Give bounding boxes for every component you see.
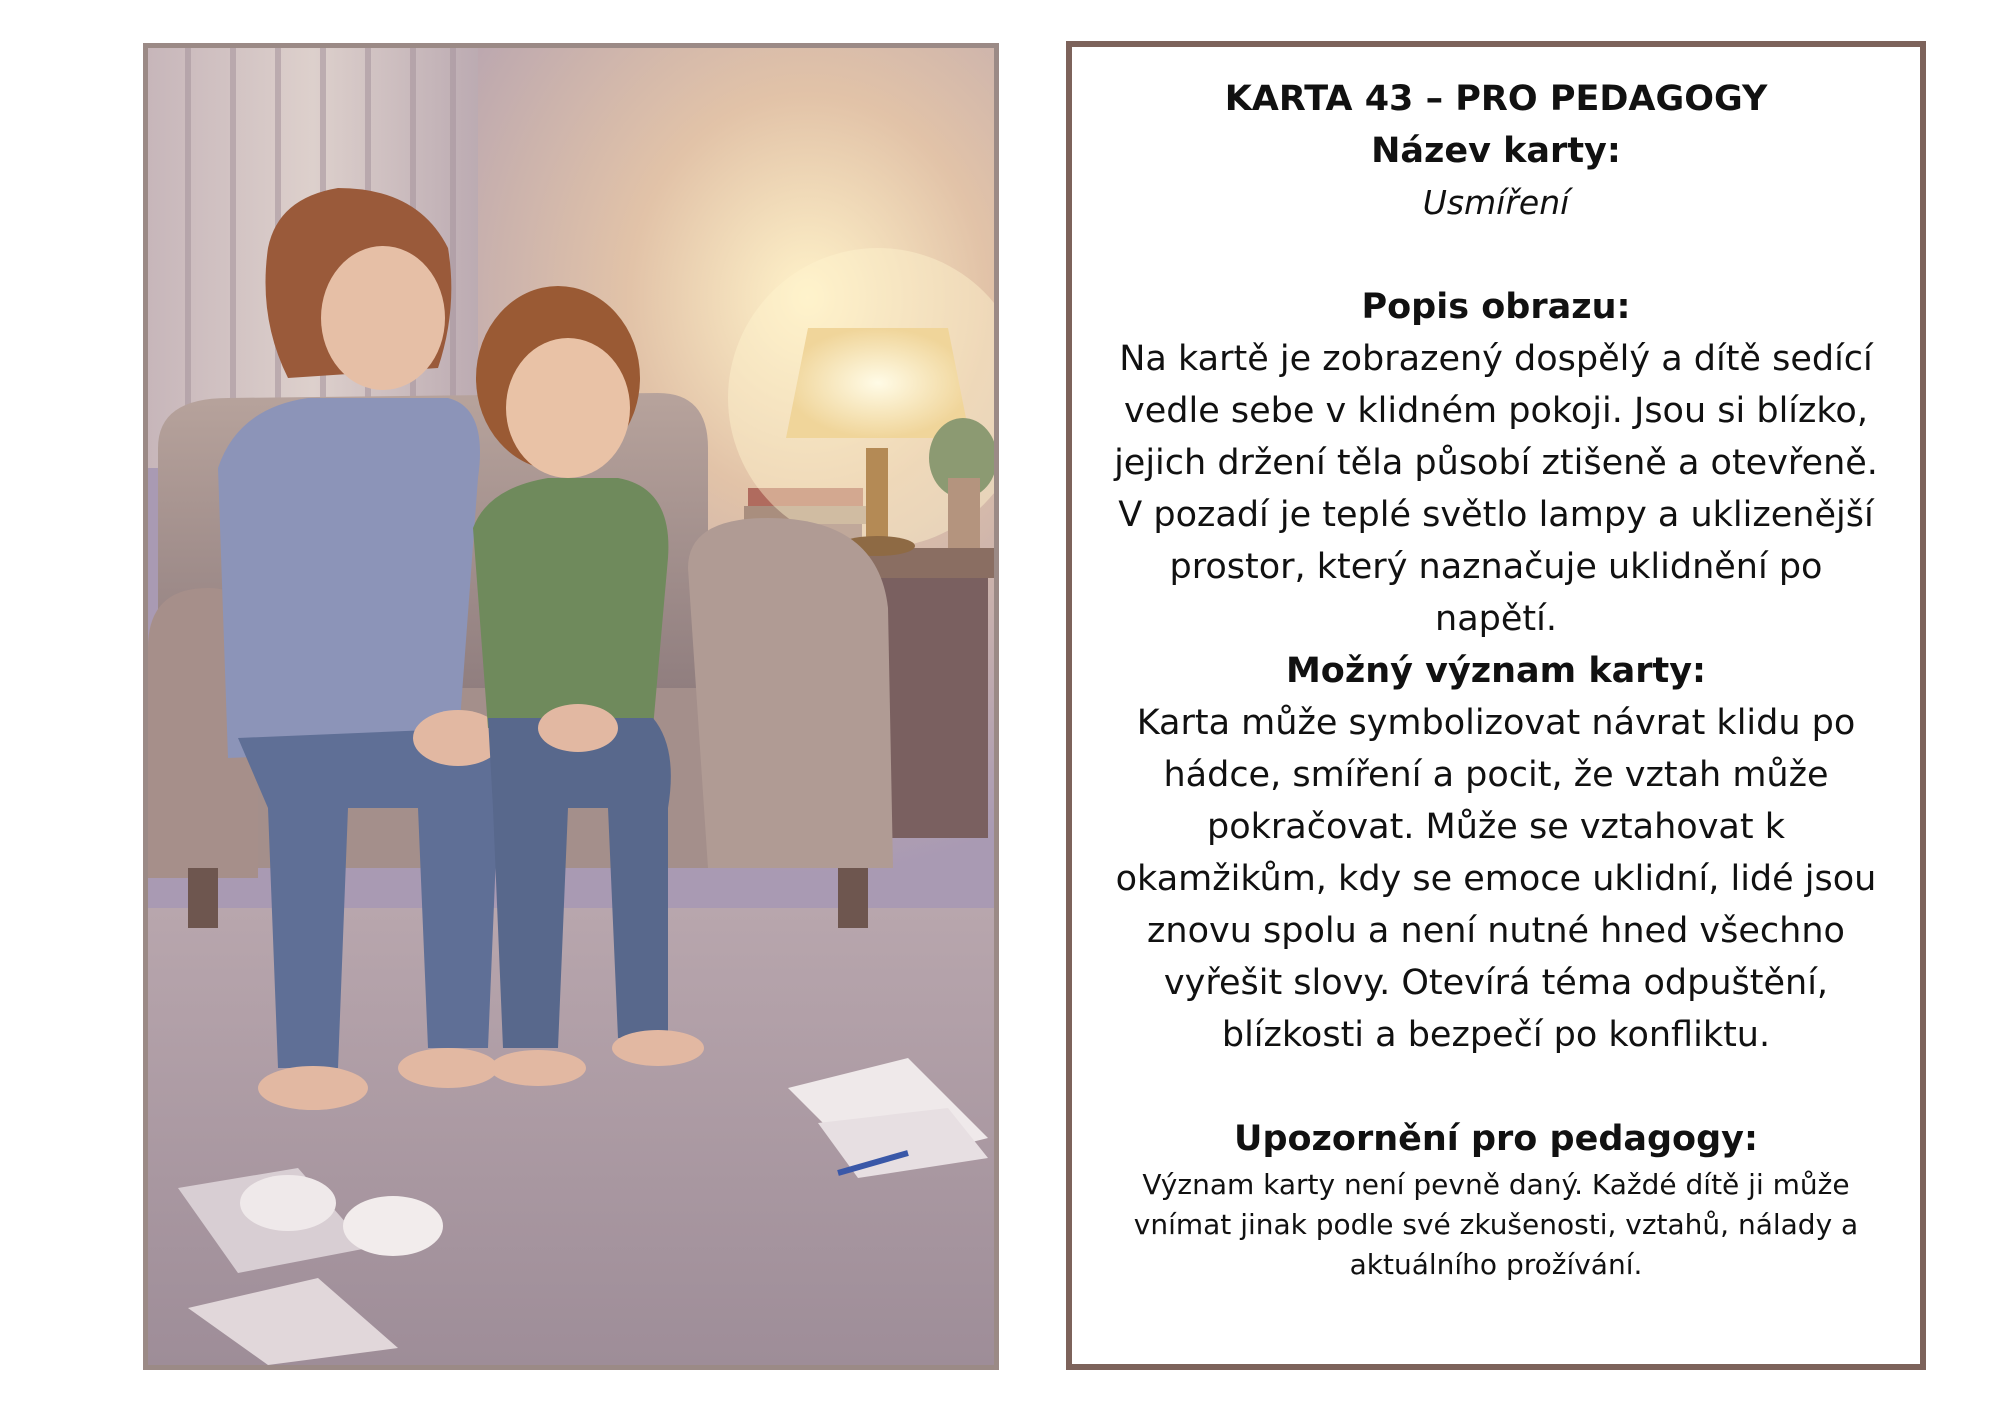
card-illustration (143, 43, 999, 1370)
card-text-panel (1066, 41, 1926, 1370)
illustration-scene (148, 48, 994, 1365)
card-title: KARTA 43 – PRO PEDAGOGY (1224, 79, 1768, 119)
meaning-text: Karta může symbolizovat návrat klidu po hádce, smíření a pocit, že vztah může pokračovat. Může se vztahovat k okamžikům, kdy se emoce uklidní, lidé jsou znovu spolu a není nutné hned všechno vyřešit slovy. Otevírá téma odpuštění, blízkosti a bezpečí po konfliktu. (1115, 703, 1877, 1055)
description-text: Na kartě je zobrazený dospělý a dítě sedící vedle sebe v klidném pokoji. Jsou si blízko, jejich držení těla působí ztišeně a otevřeně. V pozadí je teplé světlo lampy a uklizenější prostor, který naznačuje uklidnění po napětí. (1114, 339, 1878, 639)
description-label: Popis obrazu: (1361, 287, 1631, 327)
name-label: Název karty: (1371, 131, 1621, 171)
note-label: Upozornění pro pedagogy: (1234, 1119, 1758, 1159)
name-value: Usmíření (1422, 183, 1570, 222)
note-text: Význam karty není pevně daný. Každé dítě ji může vnímat jinak podle své zkušenosti, vztahů, nálady a aktuálního prožívání. (1133, 1168, 1859, 1281)
meaning-label: Možný význam karty: (1285, 651, 1707, 691)
section-spacer (1112, 1061, 1880, 1113)
